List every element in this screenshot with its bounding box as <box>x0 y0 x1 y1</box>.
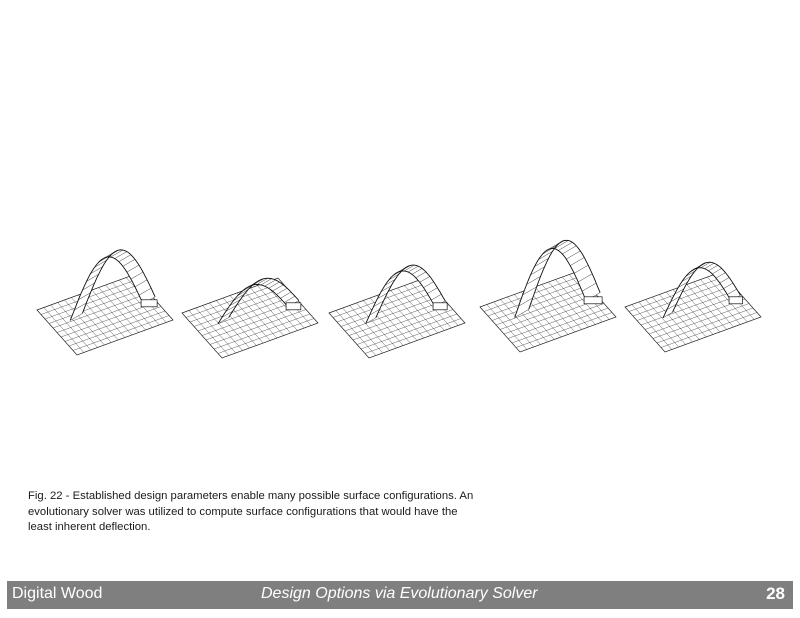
footer-bar <box>7 581 793 609</box>
design-option-1 <box>37 250 173 355</box>
footer-section-title: Design Options via Evolutionary Solver <box>261 585 538 602</box>
caption-line-3: least inherent deflection. <box>28 521 151 533</box>
footer-title: Digital Wood <box>12 585 103 602</box>
design-option-2 <box>182 278 318 358</box>
design-option-3 <box>329 265 465 358</box>
design-option-4 <box>480 240 616 352</box>
caption-line-1: Fig. 22 - Established design parameters enable many possible surface configurations. An <box>28 490 474 502</box>
figure-caption <box>28 489 528 536</box>
caption-line-2: evolutionary solver was utilized to compute surface configurations that would have the <box>28 505 458 518</box>
design-option-5 <box>625 262 761 352</box>
page-number: 28 <box>766 584 785 603</box>
